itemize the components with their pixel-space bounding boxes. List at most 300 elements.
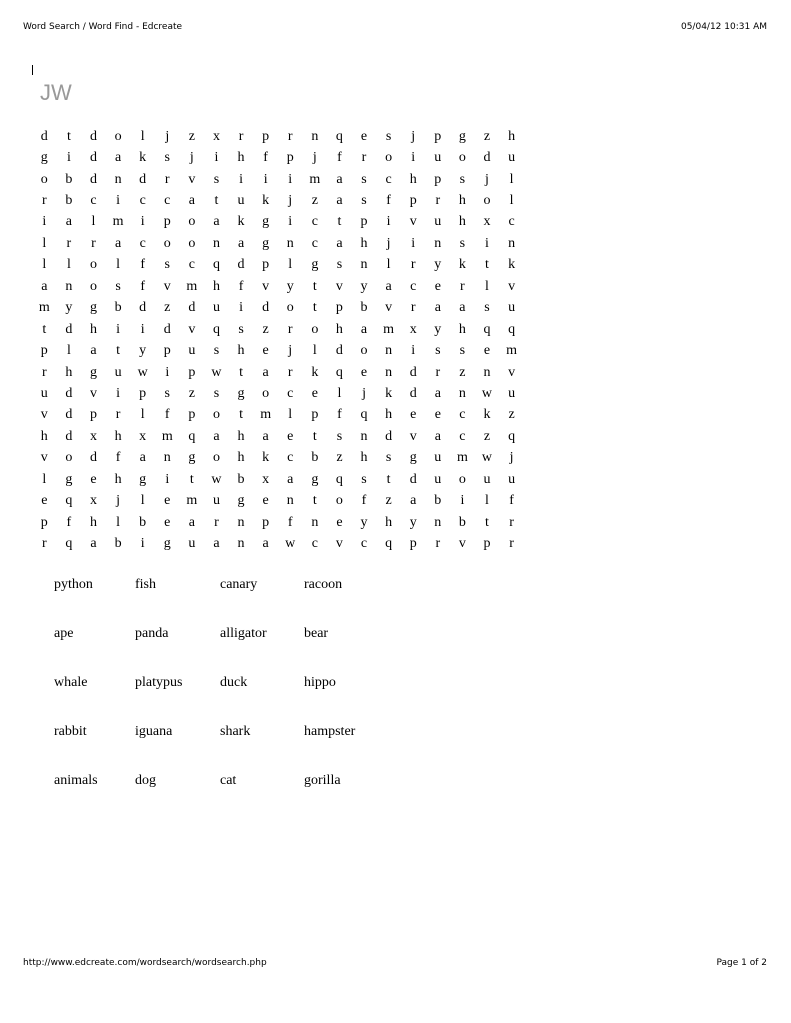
grid-letter: p	[40, 343, 48, 359]
grid-letter: m	[186, 493, 198, 509]
grid-letter: q	[335, 128, 343, 144]
grid-letter: i	[140, 536, 145, 552]
grid-letter: d	[89, 450, 97, 466]
grid-letter: n	[114, 171, 122, 187]
grid-letter: b	[139, 514, 147, 530]
grid-letter: d	[188, 300, 196, 316]
word-item: canary	[220, 577, 258, 592]
grid-letter: v	[508, 364, 516, 380]
grid-letter: q	[212, 257, 220, 273]
grid-letter: w	[285, 536, 296, 552]
grid-letter: c	[188, 257, 195, 273]
grid-letter: r	[287, 128, 293, 144]
grid-letter: a	[262, 364, 269, 380]
grid-letter: s	[213, 343, 220, 359]
grid-letter: l	[116, 257, 121, 273]
grid-letter: o	[360, 343, 368, 359]
grid-letter: i	[239, 300, 243, 316]
grid-letter: g	[188, 450, 196, 466]
grid-letter: g	[163, 536, 171, 552]
grid-letter: k	[311, 364, 319, 380]
grid-letter: l	[140, 493, 145, 509]
grid-letter: t	[312, 278, 317, 294]
grid-letter: r	[115, 407, 121, 423]
grid-letter: n	[65, 278, 73, 294]
print-header	[23, 22, 767, 32]
grid-letter: q	[385, 536, 393, 552]
grid-letter: z	[188, 128, 195, 144]
grid-letter: g	[139, 471, 147, 487]
grid-letter: q	[508, 321, 516, 337]
grid-letter: s	[238, 321, 244, 337]
grid-letter: c	[311, 214, 318, 230]
grid-letter: v	[163, 278, 171, 294]
grid-letter: z	[311, 193, 318, 209]
grid-letter: w	[481, 385, 493, 401]
grid-letter: s	[459, 235, 466, 251]
grid-letter: b	[65, 193, 73, 209]
grid-row	[32, 512, 524, 533]
grid-letter: a	[262, 428, 269, 444]
grid-letter: p	[434, 128, 442, 144]
footer-page-number: Page 1 of 2	[716, 958, 767, 968]
grid-letter: t	[189, 471, 194, 487]
grid-letter: o	[311, 321, 319, 337]
grid-letter: j	[362, 385, 366, 401]
grid-letter: s	[459, 171, 466, 187]
grid-letter: h	[458, 321, 466, 337]
grid-letter: r	[460, 278, 465, 294]
grid-letter: q	[212, 321, 220, 337]
grid-letter: v	[409, 428, 417, 444]
grid-letter: p	[311, 407, 319, 423]
grid-letter: a	[360, 321, 368, 337]
grid-letter: k	[262, 450, 270, 466]
grid-letter: l	[140, 128, 145, 144]
grid-letter: r	[91, 235, 96, 251]
grid-letter: o	[212, 407, 220, 423]
grid-letter: r	[214, 514, 219, 530]
grid-letter: p	[360, 214, 368, 230]
grid-letter: x	[212, 128, 220, 144]
grid-letter: a	[213, 428, 220, 444]
grid-letter: e	[434, 407, 441, 423]
grid-letter: f	[140, 257, 145, 273]
grid-letter: d	[89, 128, 97, 144]
word-item: duck	[220, 675, 248, 690]
grid-letter: z	[483, 428, 491, 444]
grid-letter: i	[214, 150, 219, 166]
grid-letter: e	[434, 278, 441, 294]
grid-letter: j	[485, 171, 489, 187]
grid-letter: a	[139, 450, 146, 466]
grid-letter: a	[90, 536, 97, 552]
grid-letter: o	[458, 471, 466, 487]
grid-letter: a	[385, 278, 392, 294]
grid-letter: l	[66, 343, 71, 359]
grid-letter: i	[460, 493, 465, 509]
grid-letter: r	[410, 300, 416, 316]
grid-letter: z	[188, 385, 195, 401]
grid-letter: a	[287, 471, 294, 487]
grid-row	[32, 533, 524, 554]
grid-letter: t	[239, 407, 243, 423]
grid-letter: q	[188, 428, 196, 444]
grid-letter: s	[164, 150, 170, 166]
grid-letter: o	[483, 193, 491, 209]
grid-letter: h	[89, 321, 97, 337]
word-item: iguana	[135, 724, 173, 739]
word-item: shark	[220, 724, 251, 739]
grid-letter: c	[459, 428, 466, 444]
word-item: bear	[304, 626, 329, 641]
grid-letter: z	[336, 450, 343, 466]
grid-letter: a	[188, 514, 195, 530]
grid-letter: d	[262, 300, 270, 316]
grid-letter: h	[360, 450, 368, 466]
grid-letter: o	[385, 150, 393, 166]
grid-letter: j	[386, 235, 391, 251]
grid-letter: h	[89, 514, 97, 530]
grid-letter: d	[237, 257, 245, 273]
grid-letter: p	[188, 364, 196, 380]
grid-letter: r	[509, 514, 514, 530]
grid-letter: v	[262, 278, 270, 294]
grid-letter: q	[65, 536, 73, 552]
grid-letter: a	[114, 150, 122, 166]
grid-letter: j	[509, 450, 514, 466]
grid-letter: d	[139, 300, 147, 316]
grid-letter: p	[188, 407, 196, 423]
word-item: hippo	[304, 675, 336, 690]
grid-letter: c	[508, 214, 515, 230]
grid-letter: c	[139, 235, 146, 251]
grid-letter: s	[336, 428, 343, 444]
grid-letter: a	[434, 428, 441, 444]
grid-letter: h	[114, 428, 122, 444]
word-item: animals	[54, 773, 98, 788]
grid-letter: y	[286, 278, 294, 294]
grid-row	[32, 319, 524, 340]
grid-letter: l	[66, 257, 71, 273]
grid-letter: w	[137, 364, 148, 380]
grid-letter: o	[335, 493, 343, 509]
grid-letter: e	[360, 128, 368, 144]
grid-letter: a	[459, 300, 466, 316]
grid-letter: o	[89, 278, 97, 294]
word-item: rabbit	[54, 724, 87, 739]
grid-letter: j	[411, 128, 416, 144]
grid-letter: h	[385, 407, 393, 423]
grid-letter: z	[483, 128, 491, 144]
grid-letter: b	[458, 514, 466, 530]
grid-row	[32, 405, 524, 426]
grid-letter: u	[434, 471, 442, 487]
grid-letter: f	[140, 278, 145, 294]
grid-letter: w	[211, 471, 222, 487]
grid-letter: n	[286, 493, 294, 509]
grid-letter: y	[360, 514, 368, 530]
grid-letter: m	[38, 300, 50, 316]
grid-letter: z	[508, 407, 515, 423]
grid-letter: n	[508, 235, 516, 251]
grid-letter: l	[116, 514, 121, 530]
grid-letter: g	[40, 150, 48, 166]
grid-letter: r	[287, 321, 293, 337]
grid-letter: v	[40, 450, 48, 466]
grid-letter: i	[288, 171, 293, 187]
grid-letter: h	[237, 343, 245, 359]
grid-letter: u	[434, 450, 442, 466]
grid-letter: d	[65, 385, 73, 401]
grid-letter: i	[165, 364, 170, 380]
grid-letter: h	[385, 514, 393, 530]
grid-letter: p	[262, 514, 270, 530]
grid-letter: v	[89, 385, 97, 401]
grid-row	[32, 212, 524, 233]
grid-letter: g	[262, 214, 270, 230]
grid-letter: i	[116, 193, 121, 209]
grid-letter: t	[485, 257, 489, 273]
grid-letter: l	[42, 257, 47, 273]
grid-letter: m	[506, 343, 518, 359]
grid-row	[32, 255, 524, 276]
grid-letter: h	[65, 364, 73, 380]
grid-letter: p	[434, 171, 442, 187]
grid-letter: s	[213, 171, 220, 187]
grid-letter: e	[262, 493, 269, 509]
grid-letter: h	[114, 471, 122, 487]
grid-letter: u	[188, 343, 196, 359]
grid-letter: l	[509, 193, 514, 209]
grid-row	[32, 147, 524, 168]
grid-letter: s	[385, 128, 392, 144]
grid-letter: m	[260, 407, 272, 423]
grid-letter: b	[434, 493, 442, 509]
grid-letter: a	[65, 214, 72, 230]
grid-row	[32, 190, 524, 211]
grid-letter: d	[65, 407, 73, 423]
grid-letter: t	[116, 343, 121, 359]
grid-letter: i	[116, 321, 121, 337]
grid-row	[32, 276, 524, 297]
grid-letter: e	[483, 343, 491, 359]
grid-letter: i	[140, 321, 145, 337]
grid-letter: l	[288, 257, 293, 273]
grid-letter: x	[89, 428, 97, 444]
grid-letter: b	[114, 300, 122, 316]
grid-letter: s	[164, 385, 170, 401]
grid-letter: e	[41, 493, 48, 509]
grid-letter: p	[335, 300, 343, 316]
grid-letter: g	[65, 471, 73, 487]
grid-letter: l	[140, 407, 145, 423]
grid-letter: e	[164, 493, 171, 509]
grid-letter: p	[163, 214, 171, 230]
grid-letter: m	[161, 428, 173, 444]
grid-letter: c	[287, 450, 294, 466]
grid-letter: l	[42, 235, 47, 251]
grid-letter: q	[483, 321, 491, 337]
grid-letter: i	[485, 235, 489, 251]
grid-row	[32, 362, 524, 383]
grid-letter: f	[287, 514, 293, 530]
grid-letter: f	[66, 514, 72, 530]
grid-letter: u	[508, 471, 516, 487]
grid-letter: h	[508, 128, 516, 144]
grid-letter: i	[411, 343, 416, 359]
grid-letter: d	[65, 321, 73, 337]
grid-letter: e	[410, 407, 417, 423]
grid-letter: a	[90, 343, 97, 359]
grid-letter: l	[509, 171, 514, 187]
grid-letter: z	[459, 364, 466, 380]
grid-letter: n	[385, 364, 393, 380]
grid-letter: c	[287, 385, 294, 401]
grid-letter: s	[115, 278, 121, 294]
grid-letter: h	[237, 450, 245, 466]
grid-letter: y	[65, 300, 73, 316]
grid-letter: t	[239, 364, 243, 380]
grid-letter: d	[409, 364, 417, 380]
grid-letter: h	[458, 193, 466, 209]
grid-letter: r	[509, 536, 514, 552]
grid-letter: t	[312, 300, 317, 316]
grid-letter: a	[114, 235, 122, 251]
grid-letter: p	[139, 385, 147, 401]
grid-letter: h	[409, 171, 417, 187]
grid-letter: o	[286, 300, 294, 316]
grid-letter: v	[508, 278, 516, 294]
letter-grid	[32, 126, 524, 555]
grid-letter: s	[459, 343, 466, 359]
grid-letter: o	[89, 257, 97, 273]
grid-letter: x	[409, 321, 417, 337]
grid-letter: d	[409, 471, 417, 487]
grid-letter: f	[386, 193, 391, 209]
grid-letter: c	[90, 193, 97, 209]
grid-letter: n	[434, 514, 442, 530]
grid-letter: g	[89, 300, 97, 316]
word-item: hampster	[304, 724, 356, 739]
grid-letter: o	[188, 214, 196, 230]
grid-letter: d	[40, 128, 48, 144]
word-item: alligator	[220, 626, 267, 641]
grid-letter: y	[434, 257, 442, 273]
word-row	[54, 771, 394, 820]
grid-letter: c	[360, 536, 368, 552]
grid-letter: p	[286, 150, 294, 166]
grid-letter: m	[309, 171, 321, 187]
grid-letter: c	[385, 171, 392, 187]
grid-letter: i	[411, 150, 416, 166]
grid-letter: j	[288, 193, 293, 209]
grid-letter: g	[89, 364, 97, 380]
grid-letter: v	[385, 300, 393, 316]
grid-letter: w	[211, 364, 222, 380]
grid-letter: f	[361, 493, 367, 509]
grid-letter: d	[65, 428, 73, 444]
grid-letter: s	[361, 471, 367, 487]
grid-letter: e	[360, 364, 368, 380]
grid-letter: s	[361, 193, 367, 209]
grid-letter: w	[481, 450, 493, 466]
grid-letter: t	[485, 514, 489, 530]
word-row	[54, 575, 394, 624]
grid-letter: o	[114, 128, 122, 144]
grid-letter: d	[409, 385, 417, 401]
grid-letter: r	[287, 364, 293, 380]
grid-letter: n	[458, 385, 466, 401]
grid-letter: d	[89, 171, 97, 187]
grid-letter: a	[213, 214, 220, 230]
grid-letter: t	[214, 193, 219, 209]
grid-letter: n	[163, 450, 171, 466]
grid-letter: a	[188, 193, 195, 209]
grid-letter: e	[287, 428, 294, 444]
word-item: panda	[135, 626, 169, 641]
grid-letter: e	[311, 385, 318, 401]
grid-letter: p	[89, 407, 97, 423]
grid-letter: z	[262, 321, 269, 337]
grid-letter: e	[262, 343, 269, 359]
grid-letter: k	[139, 150, 147, 166]
grid-letter: u	[508, 300, 516, 316]
grid-letter: u	[483, 471, 491, 487]
grid-letter: k	[483, 407, 491, 423]
grid-letter: i	[66, 150, 71, 166]
grid-letter: g	[458, 128, 466, 144]
grid-letter: d	[139, 171, 147, 187]
grid-letter: c	[311, 536, 318, 552]
word-row	[54, 722, 394, 771]
grid-letter: h	[335, 321, 343, 337]
grid-letter: i	[165, 471, 170, 487]
word-item: racoon	[304, 577, 343, 592]
grid-letter: n	[483, 364, 491, 380]
grid-letter: p	[409, 536, 417, 552]
grid-letter: n	[360, 428, 368, 444]
grid-letter: o	[163, 235, 171, 251]
grid-letter: d	[483, 150, 491, 166]
grid-letter: r	[66, 235, 72, 251]
grid-letter: a	[434, 385, 441, 401]
grid-letter: j	[165, 128, 170, 144]
grid-letter: n	[286, 235, 294, 251]
grid-letter: g	[237, 493, 245, 509]
grid-letter: b	[65, 171, 73, 187]
grid-letter: n	[212, 235, 220, 251]
grid-letter: t	[42, 321, 47, 337]
grid-letter: i	[386, 214, 391, 230]
grid-letter: n	[385, 343, 393, 359]
grid-letter: v	[188, 321, 196, 337]
grid-letter: n	[360, 257, 368, 273]
grid-letter: v	[458, 536, 466, 552]
grid-letter: z	[385, 493, 392, 509]
page-title: JW	[40, 80, 72, 105]
grid-letter: n	[311, 128, 319, 144]
grid-row	[32, 126, 524, 147]
grid-letter: q	[335, 364, 343, 380]
grid-letter: g	[311, 471, 319, 487]
grid-letter: x	[262, 471, 270, 487]
grid-letter: g	[262, 235, 270, 251]
grid-row	[32, 469, 524, 490]
grid-letter: h	[237, 428, 245, 444]
grid-letter: a	[213, 536, 220, 552]
grid-row	[32, 426, 524, 447]
